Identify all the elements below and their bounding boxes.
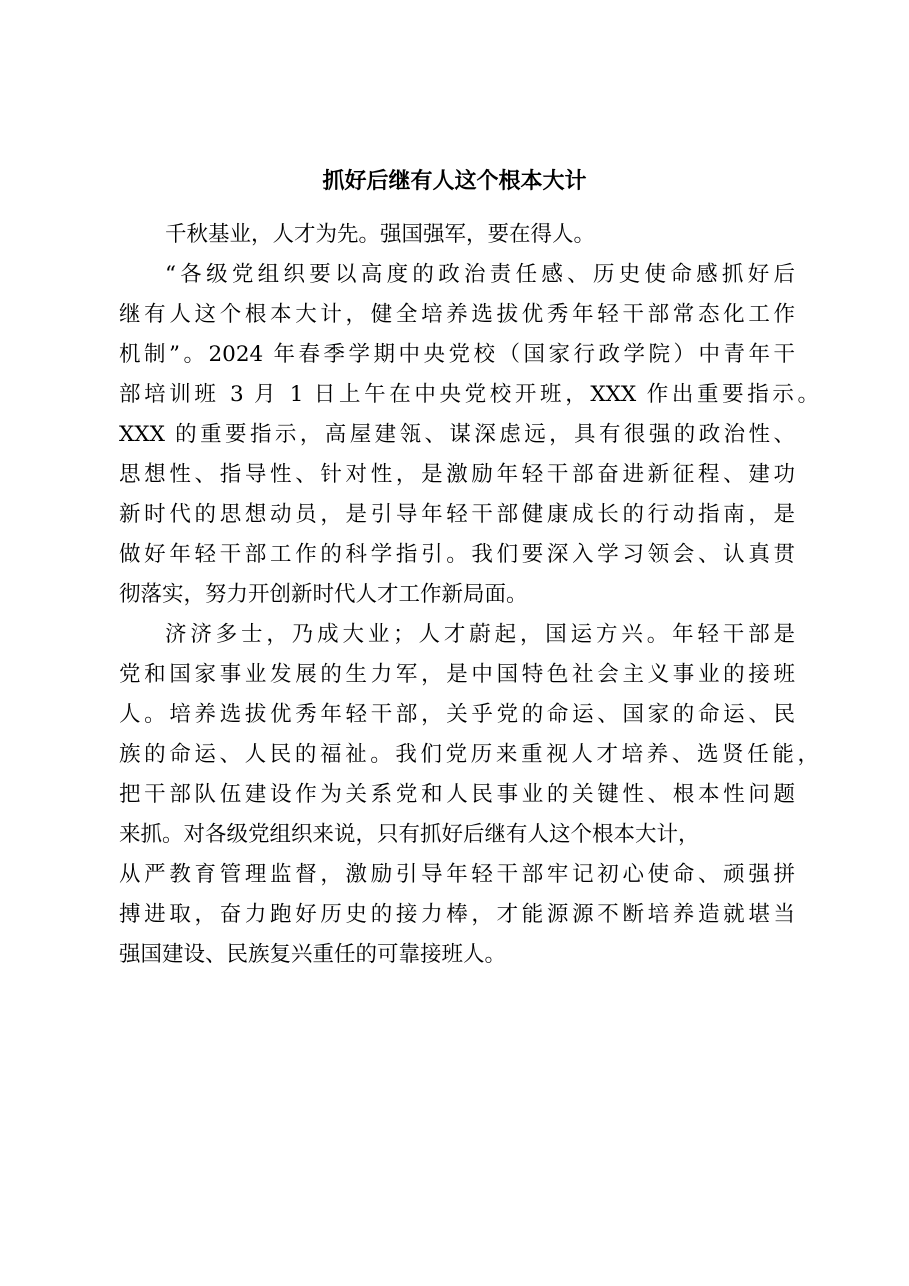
text-line: 济济多士，乃成大业；人才蔚起，国运方兴。年轻干部是: [165, 622, 795, 647]
document-title: 抓好后继有人这个根本大计: [322, 168, 587, 194]
document-body: [119, 215, 819, 975]
text-line: 党和国家事业发展的生力军，是中国特色社会主义事业的接班: [119, 662, 795, 687]
text-line: 千秋基业，人才为先。强国强军，要在得人。: [165, 222, 596, 247]
text-line: 继有人这个根本大计，健全培养选拔优秀年轻干部常态化工作: [119, 302, 795, 327]
text-line: 彻落实，努力开创新时代人才工作新局面。: [119, 582, 528, 607]
text-line: 来抓。对各级党组织来说，只有抓好后继有人这个根本大计，: [119, 822, 700, 847]
text-line: 机制”。2024 年春季学期中央党校（国家行政学院）中青年干: [119, 342, 795, 367]
text-line: “各级党组织要以高度的政治责任感、历史使命感抓好后: [165, 262, 795, 287]
text-line: XXX 的重要指示，高屋建瓴、谋深虑远，具有很强的政治性、: [119, 422, 795, 447]
text-line: 族的命运、人民的福祉。我们党历来重视人才培养、选贤任能，: [119, 742, 819, 767]
text-line: 做好年轻干部工作的科学指引。我们要深入学习领会、认真贯: [119, 542, 795, 567]
text-line: 强国建设、民族复兴重任的可靠接班人。: [119, 942, 507, 967]
text-line: 思想性、指导性、针对性，是激励年轻干部奋进新征程、建功: [119, 462, 795, 487]
text-line: 部培训班 3 月 1 日上午在中央党校开班，XXX 作出重要指示。: [119, 382, 819, 407]
text-line: 从严教育管理监督，激励引导年轻干部牢记初心使命、顽强拼: [119, 862, 795, 887]
text-line: 人。培养选拔优秀年轻干部，关乎党的命运、国家的命运、民: [119, 702, 795, 727]
text-line: 把干部队伍建设作为关系党和人民事业的关键性、根本性问题: [119, 782, 795, 807]
text-line: 搏进取，奋力跑好历史的接力棒，才能源源不断培养造就堪当: [119, 902, 795, 927]
text-line: 新时代的思想动员，是引导年轻干部健康成长的行动指南，是: [119, 502, 795, 527]
